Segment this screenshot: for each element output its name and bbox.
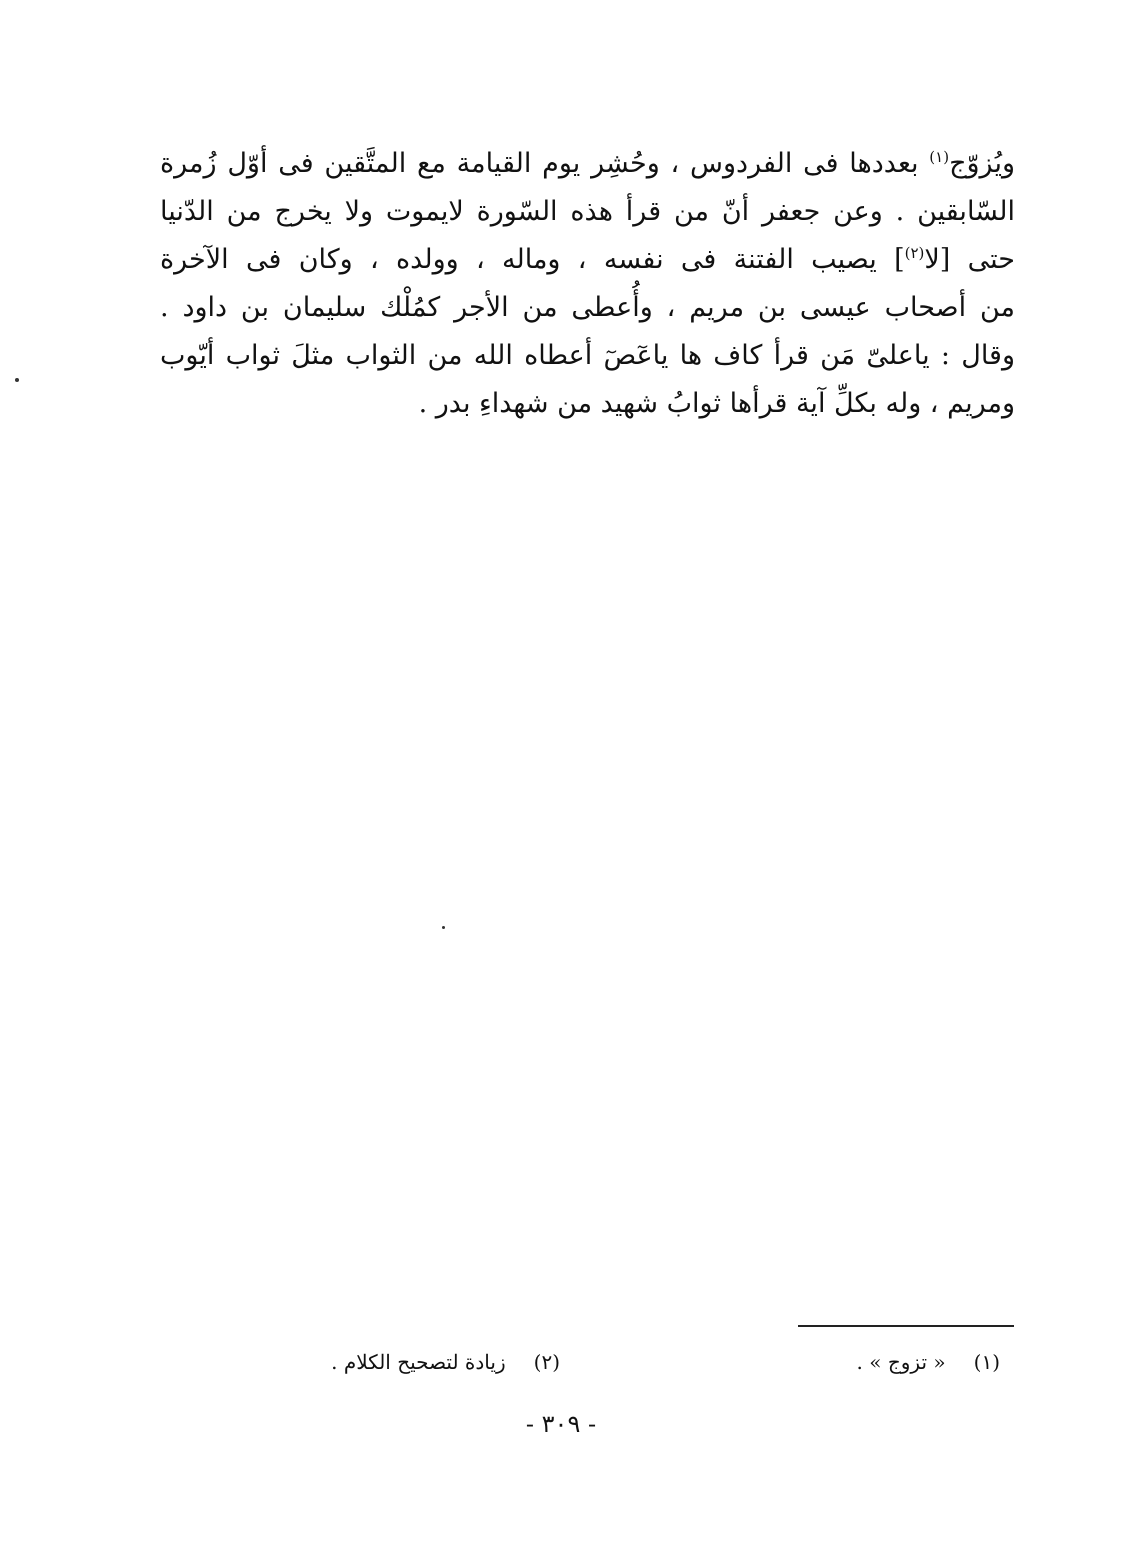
footnote-number: (٢) [533,1350,560,1374]
footnote-divider [798,1325,1014,1327]
page-number: - ٣٠٩ - [525,1410,597,1438]
footnote-mark: (١) [929,148,950,166]
body-line: السّابقين . وعن جعفر أنّ من قرأ هذه السّورة لايموت ولا يخرج من الدّنيا [160,196,1015,227]
body-text [160,140,1015,428]
footnote-mark: (٢) [904,244,925,262]
body-line: ومريم ، وله بكلِّ آية قرأها ثوابُ شهيد من شهداءِ بدر . [418,388,1015,419]
body-line [160,236,1015,284]
body-line: وقال : ياعلىّ مَن قرأ كاف ها ياعٓصٓ أعطاه الله من الثواب مثلَ ثواب أيّوب [160,340,1015,371]
scan-speck [442,926,445,929]
body-line: من أصحاب عيسى بن مريم ، وأُعطى من الأجر كمُلْك سليمان بن داود . [160,292,1015,323]
scan-speck [15,378,19,382]
text-fragment: ويُزوّج [949,148,1015,179]
text-fragment: ] يصيب الفتنة فى نفسه ، وماله ، وولده ، وكان فى الآخرة [160,244,905,275]
body-line [160,140,1015,188]
text-fragment: حتى [لا [924,244,1015,275]
footnote-item [857,1350,1000,1374]
footnote-text: زيادة لتصحيح الكلام . [331,1350,506,1374]
text-fragment: بعددها فى الفردوس ، وحُشِر يوم القيامة مع المتَّقين فى أوّل زُمرة [160,148,919,179]
footnote-number: (١) [973,1350,1000,1374]
footnote-text: « تزوج » . [856,1350,946,1374]
footnote-item [331,1350,560,1374]
